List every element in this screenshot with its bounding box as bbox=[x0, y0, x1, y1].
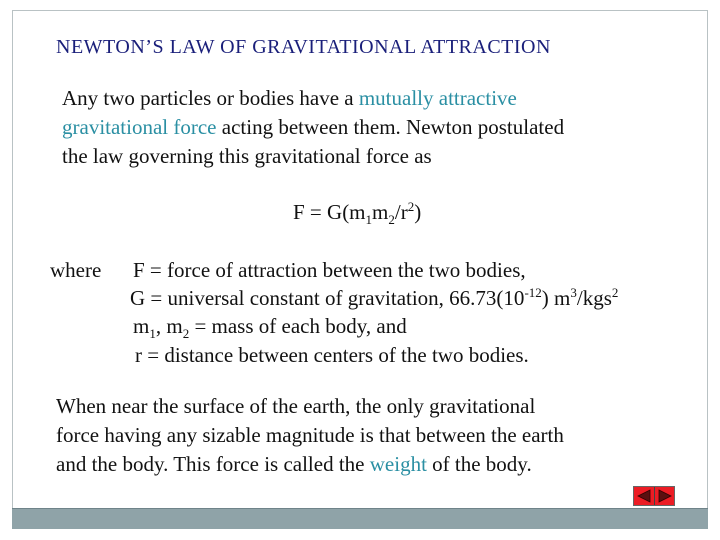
intro-line-1: Any two particles or bodies have a mutually attractive bbox=[62, 86, 517, 110]
closing-line-2: force having any sizable magnitude is that between the earth bbox=[56, 423, 564, 447]
intro-paragraph bbox=[62, 84, 564, 171]
previous-slide-button[interactable] bbox=[634, 487, 654, 505]
slide-navigation bbox=[633, 486, 675, 506]
accent-term: gravitational force bbox=[62, 115, 217, 139]
slide-title: NEWTON’S LAW OF GRAVITATIONAL ATTRACTION bbox=[56, 36, 551, 58]
intro-line-2: gravitational force acting between them. Newton postulated bbox=[62, 115, 565, 139]
closing-line-1: When near the surface of the earth, the only gravitational bbox=[56, 394, 536, 418]
closing-line-3: and the body. This force is called the weight of the body. bbox=[56, 452, 532, 476]
definition-constant: G = universal constant of gravitation, $66.73(10^{-12})$ $m^3/kgs^2$ bbox=[130, 285, 619, 310]
where-label: where bbox=[50, 258, 102, 282]
next-slide-button[interactable] bbox=[654, 487, 675, 505]
definition-mass: $m_1$, $m_2$ = mass of each body, and bbox=[133, 314, 407, 342]
definition-distance: r = distance between centers of the two bodies. bbox=[135, 343, 529, 367]
intro-line-3: the law governing this gravitational force as bbox=[62, 144, 432, 168]
closing-paragraph bbox=[56, 392, 564, 479]
definition-force: F = force of attraction between the two bodies, bbox=[133, 258, 526, 282]
accent-term: mutually attractive bbox=[358, 86, 517, 110]
gravitation-formula: $F = G(m_1m_2/r^2)$ bbox=[293, 199, 422, 228]
accent-term: weight bbox=[369, 452, 427, 476]
bottom-bar bbox=[12, 508, 708, 529]
triangle-right-icon bbox=[657, 489, 673, 503]
triangle-left-icon bbox=[636, 489, 652, 503]
